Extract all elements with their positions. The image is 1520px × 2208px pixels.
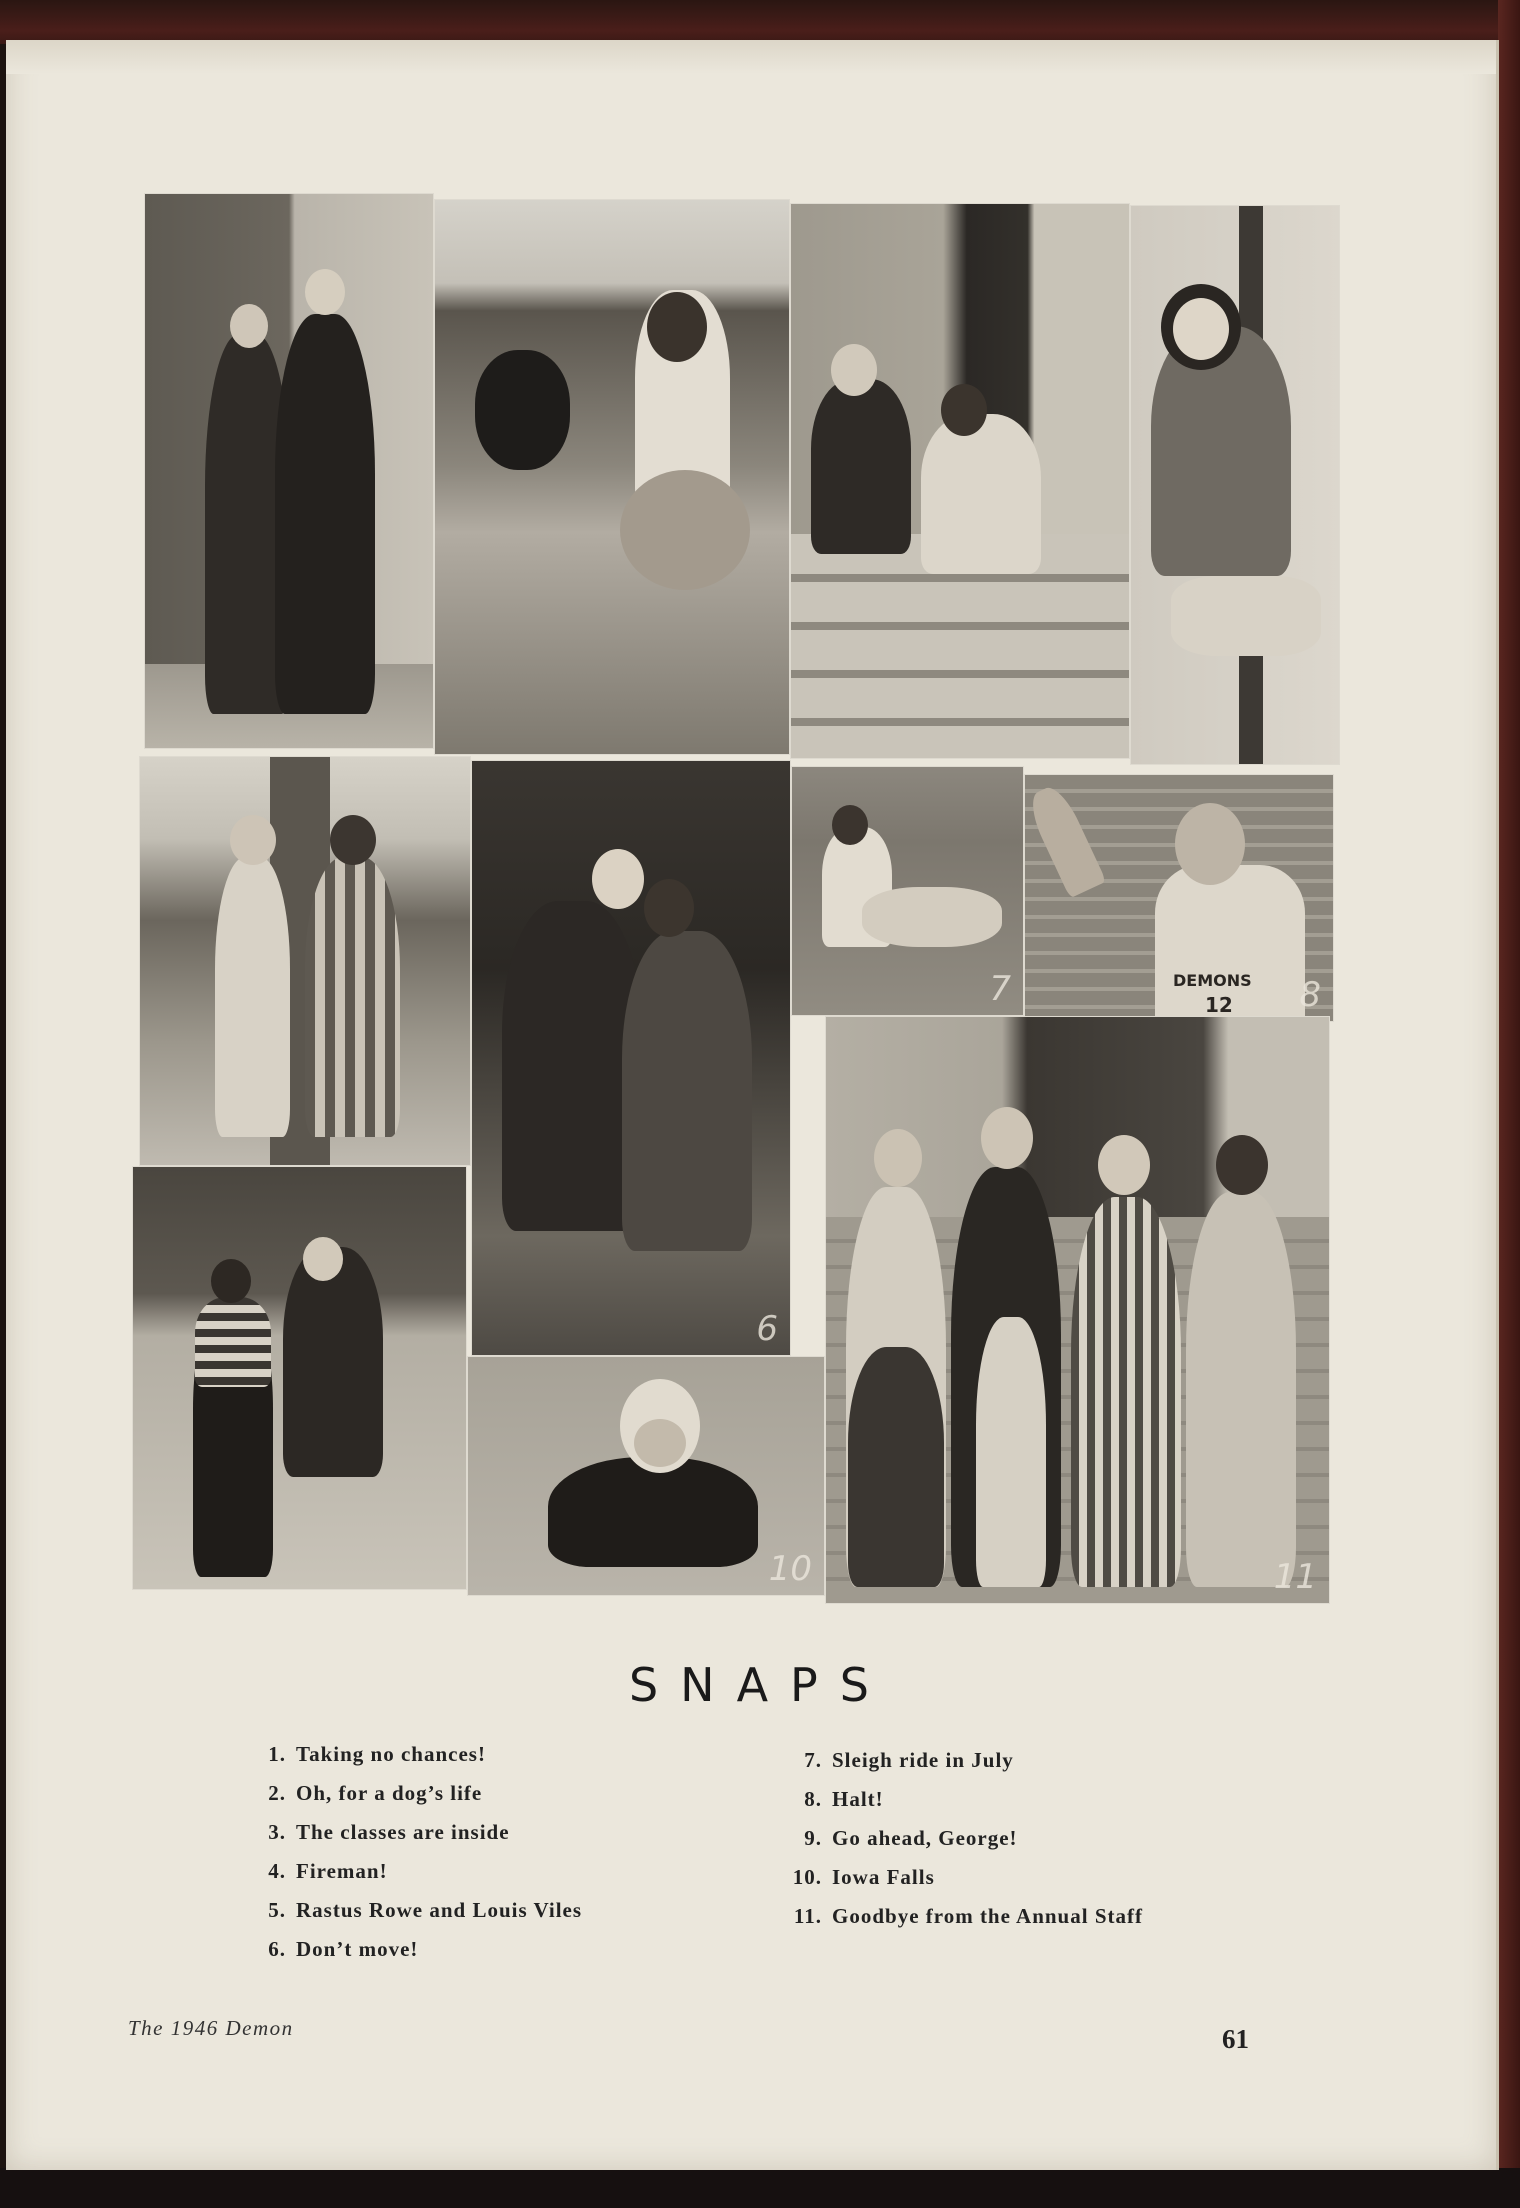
caption-text: Sleigh ride in July bbox=[832, 1748, 1014, 1772]
caption-text: Oh, for a dog’s life bbox=[296, 1781, 483, 1805]
photo-1-couple bbox=[144, 193, 434, 749]
photo-11-annual-staff bbox=[825, 1016, 1330, 1604]
caption-number: 6. bbox=[268, 1937, 286, 1961]
photo-8-halt bbox=[1024, 774, 1334, 1022]
caption-item bbox=[786, 1865, 1143, 1904]
photo-5-rastus-and-louis bbox=[139, 756, 471, 1166]
caption-number: 10. bbox=[792, 1865, 822, 1889]
caption-number: 11. bbox=[793, 1904, 822, 1928]
photo-4-fireman bbox=[1130, 205, 1340, 765]
caption-number: 3. bbox=[268, 1820, 286, 1844]
caption-text: Fireman! bbox=[296, 1859, 388, 1883]
page-edge bbox=[6, 40, 1496, 74]
caption-text: Rastus Rowe and Louis Viles bbox=[296, 1898, 583, 1922]
caption-number: 4. bbox=[268, 1859, 286, 1883]
book-cover-top bbox=[0, 0, 1520, 44]
photo-6-dont-move bbox=[471, 760, 791, 1356]
caption-text: Halt! bbox=[832, 1787, 884, 1811]
photo-9-go-ahead-george bbox=[132, 1166, 467, 1590]
photo-11-number: 11 bbox=[1273, 1557, 1317, 1597]
photo-10-iowa-falls bbox=[467, 1356, 825, 1596]
caption-item bbox=[786, 1787, 1143, 1826]
caption-item bbox=[250, 1898, 582, 1937]
caption-item bbox=[786, 1826, 1143, 1865]
book-cover-bottom bbox=[0, 2168, 1520, 2208]
photo-2-girl-with-dogs bbox=[434, 199, 790, 755]
jersey-number: 12 bbox=[1205, 993, 1233, 1017]
caption-number: 7. bbox=[804, 1748, 822, 1772]
photo-6-number: 6 bbox=[756, 1309, 778, 1349]
caption-item bbox=[250, 1859, 582, 1898]
publication-name: The 1946 Demon bbox=[128, 2016, 294, 2040]
caption-item bbox=[250, 1937, 582, 1976]
caption-number: 5. bbox=[268, 1898, 286, 1922]
captions-left bbox=[250, 1742, 582, 1976]
photo-7-sleigh-ride bbox=[791, 766, 1024, 1016]
book-cover-right bbox=[1498, 0, 1520, 2208]
caption-item bbox=[786, 1748, 1143, 1787]
caption-number: 2. bbox=[268, 1781, 286, 1805]
caption-item bbox=[250, 1781, 582, 1820]
caption-item bbox=[786, 1904, 1143, 1943]
page-title: SNAPS bbox=[628, 1658, 891, 1712]
caption-text: Goodbye from the Annual Staff bbox=[832, 1904, 1143, 1928]
photo-8-number: 8 bbox=[1299, 975, 1321, 1015]
photo-7-number: 7 bbox=[989, 969, 1011, 1009]
caption-text: The classes are inside bbox=[296, 1820, 510, 1844]
photo-10-number: 10 bbox=[768, 1549, 812, 1589]
caption-number: 8. bbox=[804, 1787, 822, 1811]
caption-text: Taking no chances! bbox=[296, 1742, 486, 1766]
jersey-text: DEMONS bbox=[1173, 971, 1252, 990]
caption-item bbox=[250, 1820, 582, 1859]
caption-item bbox=[250, 1742, 582, 1781]
caption-number: 9. bbox=[804, 1826, 822, 1850]
caption-number: 1. bbox=[268, 1742, 286, 1766]
captions-right bbox=[786, 1748, 1143, 1943]
caption-text: Don’t move! bbox=[296, 1937, 419, 1961]
caption-text: Iowa Falls bbox=[832, 1865, 935, 1889]
caption-text: Go ahead, George! bbox=[832, 1826, 1018, 1850]
page-number: 61 bbox=[1222, 2024, 1249, 2054]
photo-3-girls-on-steps bbox=[790, 203, 1130, 759]
